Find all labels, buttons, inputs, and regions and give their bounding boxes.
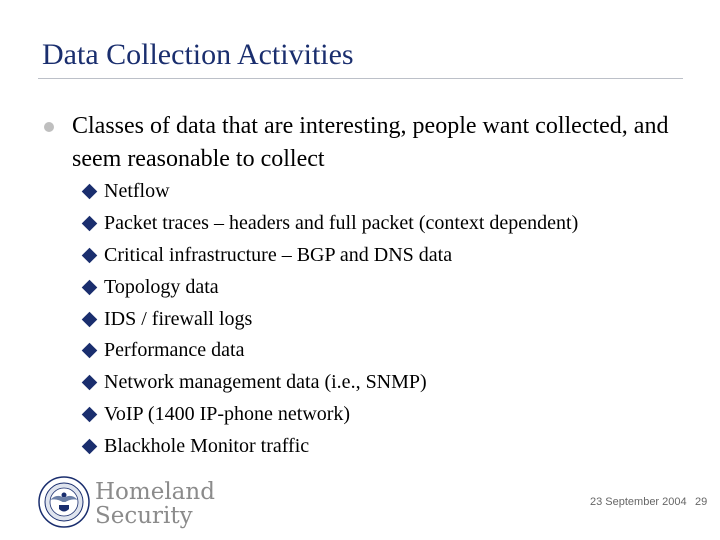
- sub-bullet-text: Critical infrastructure – BGP and DNS data: [104, 243, 453, 266]
- main-bullet-text: Classes of data that are interesting, people want collected, and seem reasonable to collect: [72, 113, 669, 172]
- page-number: 29: [695, 496, 708, 508]
- slide-title: Data Collection Activities: [42, 38, 354, 71]
- dhs-seal-icon: [38, 476, 90, 528]
- diamond-bullet-icon: [82, 311, 98, 327]
- logo-line-homeland: Homeland: [95, 479, 215, 505]
- sub-bullet-text: IDS / firewall logs: [104, 307, 253, 330]
- diamond-bullet-icon: [82, 184, 98, 200]
- sub-bullet-item: [80, 176, 578, 208]
- sub-bullet-text: Packet traces – headers and full packet (context dependent): [104, 212, 579, 235]
- diamond-bullet-icon: [82, 407, 98, 423]
- sub-bullet-item: [80, 367, 578, 399]
- sub-bullet-text: Netflow: [104, 180, 170, 203]
- diamond-bullet-icon: [82, 343, 98, 359]
- sub-bullet-list: [80, 176, 578, 462]
- footer-date: 23 September 2004: [590, 496, 687, 508]
- diamond-bullet-icon: [82, 216, 98, 232]
- diamond-bullet-icon: [82, 375, 98, 391]
- diamond-bullet-icon: [82, 438, 98, 454]
- sub-bullet-text: Performance data: [104, 339, 245, 362]
- diamond-bullet-icon: [82, 248, 98, 264]
- sub-bullet-text: Blackhole Monitor traffic: [104, 434, 310, 457]
- homeland-security-logo: [95, 480, 215, 528]
- sub-bullet-item: [80, 271, 578, 303]
- sub-bullet-item: [80, 430, 578, 462]
- logo-line-security: Security: [95, 503, 193, 529]
- diamond-bullet-icon: [82, 280, 98, 296]
- title-divider: [38, 78, 683, 79]
- sub-bullet-text: VoIP (1400 IP-phone network): [104, 402, 351, 425]
- main-bullet-icon: [44, 122, 54, 132]
- sub-bullet-text: Topology data: [104, 275, 219, 298]
- sub-bullet-item: [80, 335, 578, 367]
- sub-bullet-item: [80, 208, 578, 240]
- sub-bullet-item: [80, 303, 578, 335]
- sub-bullet-item: [80, 240, 578, 272]
- sub-bullet-text: Network management data (i.e., SNMP): [104, 371, 427, 394]
- sub-bullet-item: [80, 399, 578, 431]
